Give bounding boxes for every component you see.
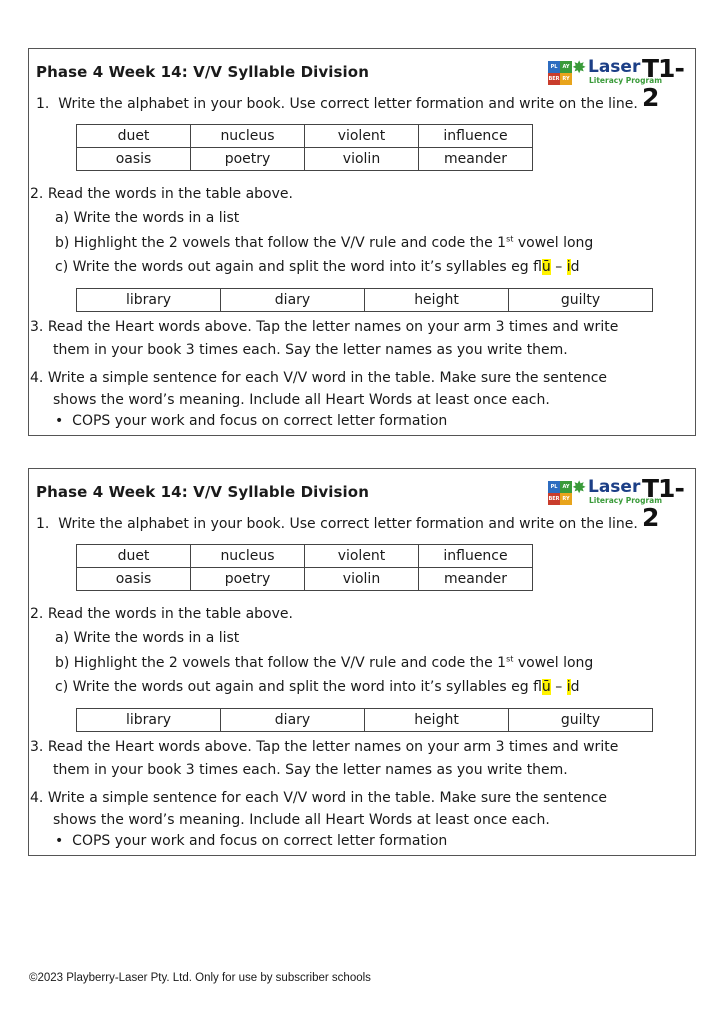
question-4: 4. Write a simple sentence for each V/V word in the table. Make sure the sentence <box>30 790 608 806</box>
worksheet-title: Phase 4 Week 14: V/V Syllable Division <box>36 63 369 81</box>
table-row <box>77 568 533 591</box>
worksheet-title: Phase 4 Week 14: V/V Syllable Division <box>36 483 369 501</box>
table-row <box>77 148 533 171</box>
question-4-cont: shows the word’s meaning. Include all Heart Words at least once each. <box>53 812 550 828</box>
table-row <box>77 545 533 568</box>
word-cell: meander <box>419 148 533 171</box>
question-4: 4. Write a simple sentence for each V/V word in the table. Make sure the sentence <box>30 370 608 386</box>
starburst-icon: ✸ <box>572 58 587 78</box>
heart-word-cell: guilty <box>509 289 653 312</box>
question-3: 3. Read the Heart words above. Tap the letter names on your arm 3 times and write <box>30 739 619 755</box>
question-3-cont: them in your book 3 times each. Say the letter names as you write them. <box>53 762 568 778</box>
question-3: 3. Read the Heart words above. Tap the letter names on your arm 3 times and write <box>30 319 619 335</box>
heart-word-table <box>76 708 653 732</box>
heart-word-table <box>76 288 653 312</box>
word-cell: meander <box>419 568 533 591</box>
worksheet-card-1 <box>28 48 696 436</box>
word-cell: duet <box>77 545 191 568</box>
word-table <box>76 124 533 171</box>
question-2b: b) Highlight the 2 vowels that follow the V/V rule and code the 1st vowel long <box>55 234 594 251</box>
question-1: 1. Write the alphabet in your book. Use correct letter formation and write on the line. <box>36 516 638 532</box>
word-cell: poetry <box>191 568 305 591</box>
logo-name: Laser <box>588 477 641 497</box>
question-4-cont: shows the word’s meaning. Include all Heart Words at least once each. <box>53 392 550 408</box>
word-cell: poetry <box>191 148 305 171</box>
question-2c: c) Write the words out again and split the word into it’s syllables eg flū – id <box>55 259 580 275</box>
question-2: 2. Read the words in the table above. <box>30 186 293 202</box>
heart-word-cell: diary <box>221 709 365 732</box>
heart-word-cell: height <box>365 289 509 312</box>
heart-word-cell: library <box>77 709 221 732</box>
question-3-cont: them in your book 3 times each. Say the letter names as you write them. <box>53 342 568 358</box>
logo-name: Laser <box>588 57 641 77</box>
word-cell: nucleus <box>191 545 305 568</box>
heart-word-cell: height <box>365 709 509 732</box>
question-4-bullet: • COPS your work and focus on correct letter formation <box>55 413 448 429</box>
question-2a: a) Write the words in a list <box>55 210 240 226</box>
table-row <box>77 289 653 312</box>
question-1: 1. Write the alphabet in your book. Use correct letter formation and write on the line. <box>36 96 638 112</box>
heart-word-cell: library <box>77 289 221 312</box>
question-4-bullet: • COPS your work and focus on correct letter formation <box>55 833 448 849</box>
highlighted-vowel: ū <box>541 679 551 695</box>
laser-logo <box>548 474 692 532</box>
logo-subtitle: Literacy Program <box>589 496 663 505</box>
laser-logo <box>548 54 692 112</box>
worksheet-card-2 <box>28 468 696 856</box>
word-cell: duet <box>77 125 191 148</box>
word-cell: nucleus <box>191 125 305 148</box>
copyright-footer: ©2023 Playberry-Laser Pty. Ltd. Only for use by subscriber schools <box>29 972 371 984</box>
starburst-icon: ✸ <box>572 478 587 498</box>
table-row <box>77 709 653 732</box>
table-row <box>77 125 533 148</box>
question-2a: a) Write the words in a list <box>55 630 240 646</box>
heart-word-cell: diary <box>221 289 365 312</box>
question-2b: b) Highlight the 2 vowels that follow the V/V rule and code the 1st vowel long <box>55 654 594 671</box>
word-cell: violent <box>305 545 419 568</box>
word-cell: oasis <box>77 148 191 171</box>
word-cell: influence <box>419 125 533 148</box>
word-table <box>76 544 533 591</box>
level-badge: T1-2 <box>642 54 684 112</box>
question-2c: c) Write the words out again and split the word into it’s syllables eg flū – id <box>55 679 580 695</box>
word-cell: violin <box>305 148 419 171</box>
highlighted-vowel: ū <box>541 259 551 275</box>
level-badge: T1-2 <box>642 474 684 532</box>
logo-subtitle: Literacy Program <box>589 76 663 85</box>
word-cell: oasis <box>77 568 191 591</box>
word-cell: violent <box>305 125 419 148</box>
question-2: 2. Read the words in the table above. <box>30 606 293 622</box>
highlighted-vowel: i <box>566 679 571 695</box>
word-cell: violin <box>305 568 419 591</box>
heart-word-cell: guilty <box>509 709 653 732</box>
playberry-grid-icon: PL AY BER RY <box>548 61 572 85</box>
highlighted-vowel: i <box>566 259 571 275</box>
playberry-grid-icon: PL AY BER RY <box>548 481 572 505</box>
word-cell: influence <box>419 545 533 568</box>
